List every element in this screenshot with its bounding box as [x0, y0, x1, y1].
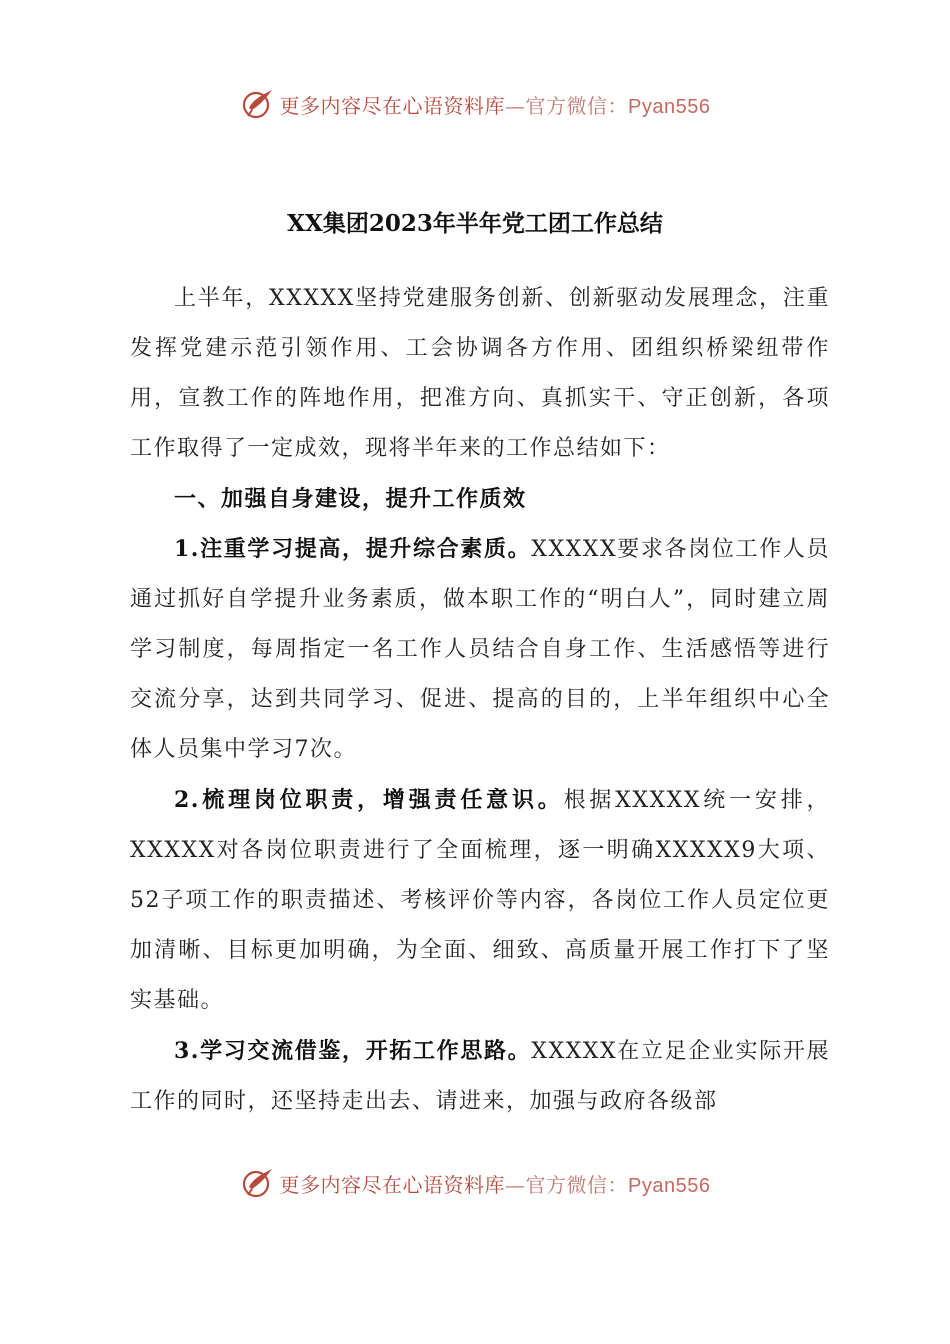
header-banner-sub: —官方微信：	[505, 93, 629, 118]
item-text: 根据XXXXX统一安排，XXXXX对各岗位职责进行了全面梳理，逐一明确XXXXX9大项、52子项工作的职责描述、考核评价等内容，各岗位工作人员定位更加清晰、目标更加明确，为全面、细致、高质量开展工作打下了坚实基础。	[130, 788, 831, 1013]
header-watermark-banner	[0, 84, 950, 124]
item-text: XXXXX要求各岗位工作人员通过抓好自学提升业务素质，做本职工作的“明白人”，同时建立周学习制度，每周指定一名工作人员结合自身工作、生活感悟等进行交流分享，达到共同学习、促进、提高的目的，上半年组织中心全体人员集中学习7次。	[130, 537, 831, 762]
quill-logo-icon	[240, 86, 276, 122]
footer-watermark-banner	[0, 1163, 950, 1203]
section-heading: 一、加强自身建设，提升工作质效	[174, 486, 527, 512]
header-banner-main: 更多内容尽在心语资料库	[279, 93, 506, 118]
item-lead: 1.注重学习提高，提升综合素质。	[174, 536, 532, 562]
item-lead: 3.学习交流借鉴，开拓工作思路。	[174, 1038, 532, 1064]
item-paragraph	[130, 524, 830, 775]
item-lead: 2.梳理岗位职责，增强责任意识。	[174, 787, 564, 813]
footer-banner-id: Pyan556	[628, 1174, 711, 1197]
intro-paragraph: 上半年，XXXXX坚持党建服务创新、创新驱动发展理念，注重发挥党建示范引领作用、工会协调各方作用、团组织桥梁纽带作用，宣教工作的阵地作用，把准方向、真抓实干、守正创新，各项工作取得了一定成效，现将半年来的工作总结如下：	[130, 286, 830, 461]
document-title: XX集团2023年半年党工团工作总结	[287, 210, 663, 237]
footer-banner-main: 更多内容尽在心语资料库	[279, 1172, 506, 1197]
quill-logo-icon	[240, 1165, 276, 1201]
item-text: XXXXX在立足企业实际开展工作的同时，还坚持走出去、请进来，加强与政府各级部	[130, 1039, 831, 1114]
document-body	[130, 274, 830, 1127]
header-banner-id: Pyan556	[628, 95, 711, 118]
footer-banner-sub: —官方微信：	[505, 1172, 629, 1197]
item-paragraph	[130, 1026, 830, 1127]
item-paragraph	[130, 775, 830, 1026]
